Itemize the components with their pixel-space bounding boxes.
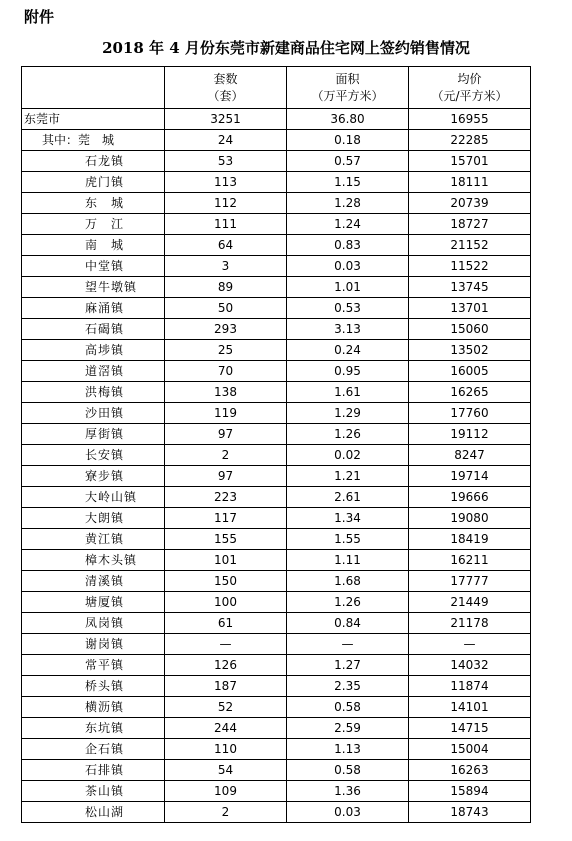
price-cell: 16263 [409,760,531,781]
price-cell: 21178 [409,613,531,634]
units-cell: 244 [165,718,287,739]
region-name-cell: 石碣镇 [22,319,165,340]
area-cell: — [287,634,409,655]
header-units-unit: （套） [207,88,244,103]
price-cell: 19666 [409,487,531,508]
price-cell: 22285 [409,130,531,151]
price-cell: 14715 [409,718,531,739]
price-cell: 15004 [409,739,531,760]
area-cell: 2.35 [287,676,409,697]
area-cell: 1.15 [287,172,409,193]
price-cell: 8247 [409,445,531,466]
units-cell: 97 [165,466,287,487]
area-cell: 1.01 [287,277,409,298]
area-cell: 1.21 [287,466,409,487]
area-cell: 0.83 [287,235,409,256]
area-cell: 1.68 [287,571,409,592]
region-name-cell: 石排镇 [22,760,165,781]
region-name-cell: 南 城 [22,235,165,256]
header-blank-cell [22,67,165,109]
sales-table [21,66,531,823]
table-row [22,487,531,508]
area-cell: 0.57 [287,151,409,172]
table-row [22,760,531,781]
price-cell: 19714 [409,466,531,487]
table-row [22,424,531,445]
price-cell: 11874 [409,676,531,697]
units-cell: 52 [165,697,287,718]
header-price [409,67,531,109]
price-cell: — [409,634,531,655]
price-cell: 17777 [409,571,531,592]
units-cell: 119 [165,403,287,424]
units-cell: 97 [165,424,287,445]
area-cell: 0.53 [287,298,409,319]
area-cell: 0.02 [287,445,409,466]
area-cell: 0.24 [287,340,409,361]
price-cell: 19080 [409,508,531,529]
units-cell: 61 [165,613,287,634]
table-row [22,697,531,718]
area-cell: 0.18 [287,130,409,151]
header-price-label: 均价 [457,71,482,86]
region-name-cell: 横沥镇 [22,697,165,718]
area-cell: 0.58 [287,760,409,781]
units-cell: 187 [165,676,287,697]
region-name-cell: 万 江 [22,214,165,235]
region-name-cell: 望牛墩镇 [22,277,165,298]
region-name-cell: 石龙镇 [22,151,165,172]
table-row [22,571,531,592]
units-cell: 117 [165,508,287,529]
table-row [22,655,531,676]
units-cell: 112 [165,193,287,214]
region-name-cell: 松山湖 [22,802,165,823]
header-units [165,67,287,109]
table-row [22,592,531,613]
units-cell: 3251 [165,109,287,130]
units-cell: 50 [165,298,287,319]
area-cell: 1.27 [287,655,409,676]
region-name-cell: 谢岗镇 [22,634,165,655]
units-cell: 100 [165,592,287,613]
region-name-cell: 企石镇 [22,739,165,760]
table-row [22,340,531,361]
region-name-cell: 桥头镇 [22,676,165,697]
table-row [22,235,531,256]
units-cell: 109 [165,781,287,802]
region-name-cell: 高埗镇 [22,340,165,361]
price-cell: 20739 [409,193,531,214]
units-cell: 138 [165,382,287,403]
header-area [287,67,409,109]
region-name-cell: 茶山镇 [22,781,165,802]
region-name-cell: 东莞市 [22,109,165,130]
units-cell: 113 [165,172,287,193]
region-name-cell: 其中：莞 城 [22,130,165,151]
table-row [22,214,531,235]
region-name-cell: 虎门镇 [22,172,165,193]
region-name-cell: 东 城 [22,193,165,214]
units-cell: 89 [165,277,287,298]
region-name-cell: 黄江镇 [22,529,165,550]
units-cell: 25 [165,340,287,361]
table-row [22,739,531,760]
area-cell: 2.59 [287,718,409,739]
units-cell: 111 [165,214,287,235]
price-cell: 15060 [409,319,531,340]
price-cell: 13745 [409,277,531,298]
header-price-unit: （元/平方米） [431,88,508,103]
region-name-cell: 厚街镇 [22,424,165,445]
price-cell: 16005 [409,361,531,382]
table-row [22,151,531,172]
area-cell: 1.24 [287,214,409,235]
table-row [22,130,531,151]
table-row [22,550,531,571]
table-row [22,676,531,697]
region-name-cell: 中堂镇 [22,256,165,277]
area-cell: 1.34 [287,508,409,529]
price-cell: 14101 [409,697,531,718]
table-row [22,193,531,214]
units-cell: 110 [165,739,287,760]
table-row [22,172,531,193]
region-name-cell: 洪梅镇 [22,382,165,403]
price-cell: 19112 [409,424,531,445]
units-cell: 101 [165,550,287,571]
region-name-cell: 樟木头镇 [22,550,165,571]
area-cell: 1.36 [287,781,409,802]
price-cell: 18743 [409,802,531,823]
area-cell: 36.80 [287,109,409,130]
area-cell: 0.03 [287,256,409,277]
price-cell: 13502 [409,340,531,361]
table-body [22,109,531,823]
table-header [22,67,531,109]
table-row [22,277,531,298]
area-cell: 1.11 [287,550,409,571]
area-cell: 1.26 [287,424,409,445]
price-cell: 16265 [409,382,531,403]
units-cell: 293 [165,319,287,340]
price-cell: 15894 [409,781,531,802]
region-name-cell: 大朗镇 [22,508,165,529]
area-cell: 2.61 [287,487,409,508]
price-cell: 16955 [409,109,531,130]
price-cell: 16211 [409,550,531,571]
price-cell: 14032 [409,655,531,676]
region-name-cell: 寮步镇 [22,466,165,487]
table-row [22,613,531,634]
region-name-cell: 常平镇 [22,655,165,676]
units-cell: 3 [165,256,287,277]
header-units-label: 套数 [213,71,238,86]
header-area-unit: （万平方米） [311,88,384,103]
units-cell: 53 [165,151,287,172]
price-cell: 21152 [409,235,531,256]
area-cell: 3.13 [287,319,409,340]
area-cell: 1.28 [287,193,409,214]
header-row [22,67,531,109]
region-name-cell: 东坑镇 [22,718,165,739]
region-name-cell: 麻涌镇 [22,298,165,319]
table-row [22,508,531,529]
region-name-cell: 清溪镇 [22,571,165,592]
units-cell: 150 [165,571,287,592]
price-cell: 18419 [409,529,531,550]
table-row [22,718,531,739]
price-cell: 11522 [409,256,531,277]
attachment-label: 附件 [24,8,55,26]
area-cell: 0.95 [287,361,409,382]
table-row [22,529,531,550]
table-row [22,466,531,487]
price-cell: 15701 [409,151,531,172]
price-cell: 21449 [409,592,531,613]
price-cell: 13701 [409,298,531,319]
units-cell: 155 [165,529,287,550]
table-row [22,361,531,382]
table-row [22,109,531,130]
units-cell: 2 [165,802,287,823]
price-cell: 18111 [409,172,531,193]
table-row [22,403,531,424]
table-row [22,634,531,655]
area-cell: 1.55 [287,529,409,550]
region-name-cell: 凤岗镇 [22,613,165,634]
price-cell: 18727 [409,214,531,235]
table-row [22,781,531,802]
units-cell: 70 [165,361,287,382]
area-cell: 0.03 [287,802,409,823]
units-cell: 223 [165,487,287,508]
region-name-cell: 道滘镇 [22,361,165,382]
area-cell: 0.58 [287,697,409,718]
area-cell: 1.61 [287,382,409,403]
price-cell: 17760 [409,403,531,424]
table-row [22,298,531,319]
table-row [22,319,531,340]
area-cell: 1.13 [287,739,409,760]
page-title: 2018 年 4 月份东莞市新建商品住宅网上签约销售情况 [102,39,470,57]
units-cell: — [165,634,287,655]
region-name-cell: 沙田镇 [22,403,165,424]
units-cell: 126 [165,655,287,676]
table-row [22,445,531,466]
area-cell: 0.84 [287,613,409,634]
units-cell: 24 [165,130,287,151]
area-cell: 1.26 [287,592,409,613]
units-cell: 2 [165,445,287,466]
table-row [22,382,531,403]
table-row [22,802,531,823]
header-area-label: 面积 [335,71,360,86]
region-name-cell: 长安镇 [22,445,165,466]
area-cell: 1.29 [287,403,409,424]
table-row [22,256,531,277]
region-name-cell: 塘厦镇 [22,592,165,613]
region-name-cell: 大岭山镇 [22,487,165,508]
units-cell: 64 [165,235,287,256]
units-cell: 54 [165,760,287,781]
